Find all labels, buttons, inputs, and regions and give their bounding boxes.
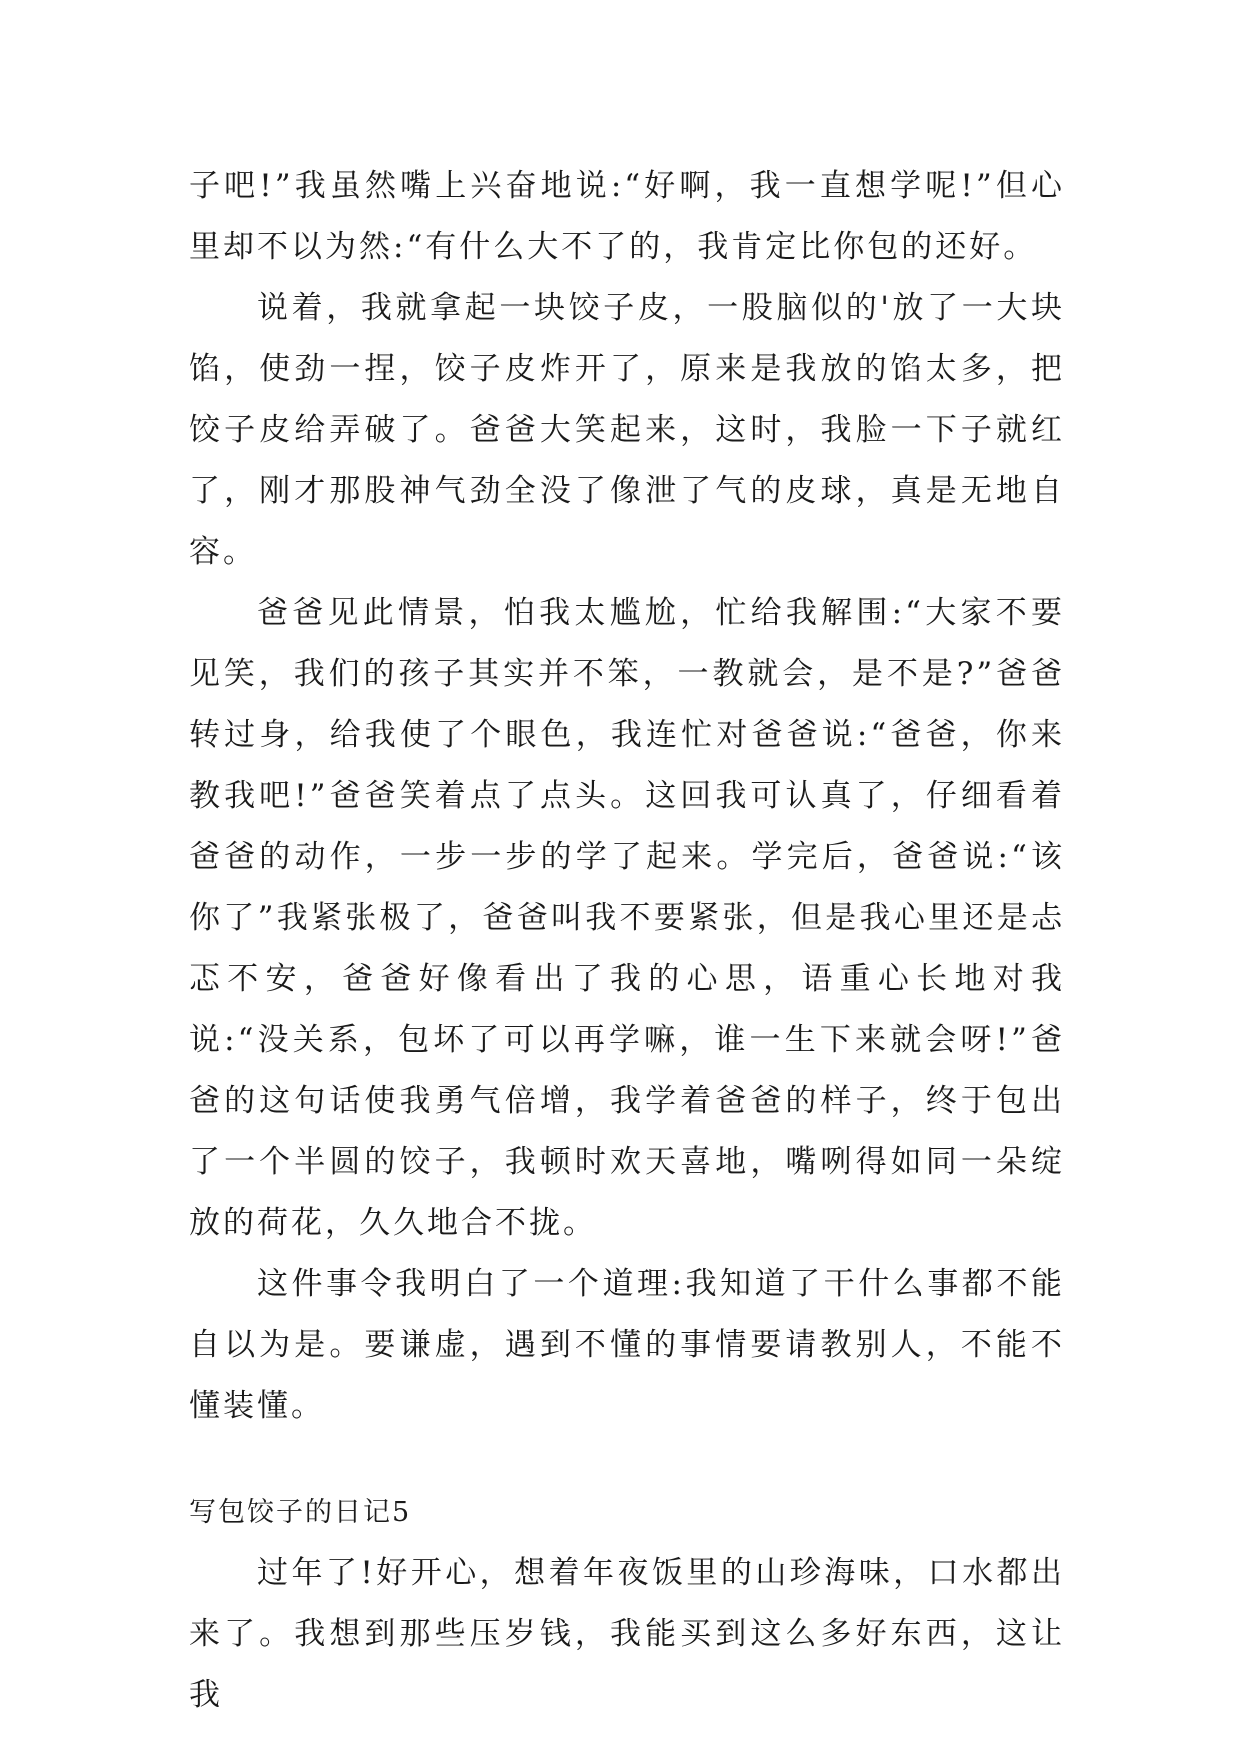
paragraph-1: 子吧!”我虽然嘴上兴奋地说:“好啊，我一直想学呢!”但心里却不以为然:“有什么大不了的，我肯定比你包的还好。 xyxy=(189,168,1065,265)
paragraph-2: 说着，我就拿起一块饺子皮，一股脑似的'放了一大块馅，使劲一捏，饺子皮炸开了，原来是我放的馅太多，把饺子皮给弄破了。爸爸大笑起来，这时，我脸一下子就红了，刚才那股神气劲全没了像泄了气的皮球，真是无地自容。 xyxy=(189,290,1065,570)
section-paragraph-1: 过年了!好开心，想着年夜饭里的山珍海味，口水都出来了。我想到那些压岁钱，我能买到这么多好东西，这让我 xyxy=(189,1555,1065,1713)
section-title: 写包饺子的日记5 xyxy=(189,1497,412,1528)
paragraph-4: 这件事令我明白了一个道理:我知道了干什么事都不能自以为是。要谦虚，遇到不懂的事情要请教别人，不能不懂装懂。 xyxy=(189,1266,1065,1424)
document-body xyxy=(189,156,1065,1726)
paragraph-3: 爸爸见此情景，怕我太尴尬，忙给我解围:“大家不要见笑，我们的孩子其实并不笨，一教就会，是不是?”爸爸转过身，给我使了个眼色，我连忙对爸爸说:“爸爸，你来教我吧!”爸爸笑着点了点头。这回我可认真了，仔细看着爸爸的动作，一步一步的学了起来。学完后，爸爸说:“该你了”我紧张极了，爸爸叫我不要紧张，但是我心里还是忐忑不安，爸爸好像看出了我的心思，语重心长地对我说:“没关系，包坏了可以再学嘛，谁一生下来就会呀!”爸爸的这句话使我勇气倍增，我学着爸爸的样子，终于包出了一个半圆的饺子，我顿时欢天喜地，嘴咧得如同一朵绽放的荷花，久久地合不拢。 xyxy=(189,595,1065,1241)
